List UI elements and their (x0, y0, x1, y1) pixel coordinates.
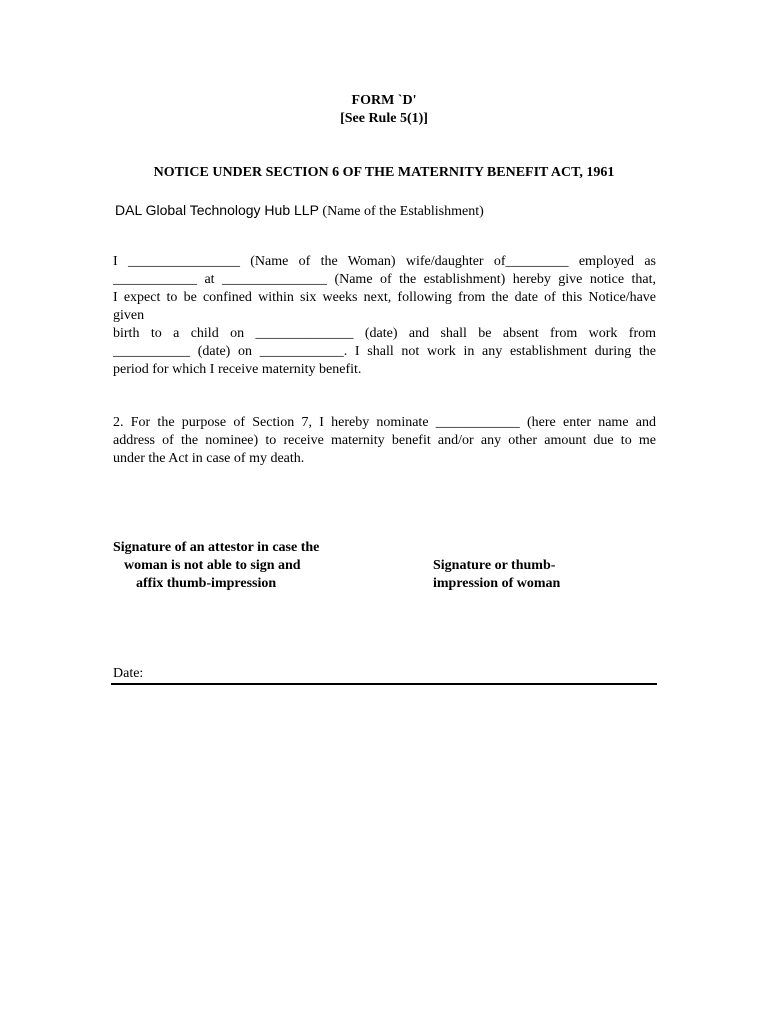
form-title: FORM `D' (351, 93, 417, 108)
notice-line-2: ____________ at _______________ (Name of the establishment) hereby give notice that, (113, 272, 656, 287)
notice-heading: NOTICE UNDER SECTION 6 OF THE MATERNITY BENEFIT ACT, 1961 (153, 165, 615, 180)
establishment-line (115, 201, 484, 221)
attestor-signature-line-3: affix thumb-impression (136, 576, 277, 591)
notice-line-6: ___________ (date) on ____________. I shall not work in any establishment during the (113, 344, 656, 359)
date-label: Date: (113, 666, 144, 681)
attestor-signature-block (113, 539, 319, 593)
notice-line-5: birth to a child on ______________ (date) and shall be absent from work from (113, 326, 656, 341)
woman-signature-block (433, 557, 560, 593)
date-underline (111, 683, 657, 685)
rule-reference: [See Rule 5(1)] (340, 111, 428, 126)
nomination-line-2: address of the nominee) to receive maternity benefit and/or any other amount due to me (113, 433, 656, 448)
notice-paragraph (113, 253, 656, 379)
attestor-signature-line-2: woman is not able to sign and (124, 558, 301, 573)
nomination-paragraph (113, 414, 656, 468)
attestor-signature-line-1: Signature of an attestor in case the (113, 540, 320, 555)
notice-line-7: period for which I receive maternity benefit. (113, 362, 362, 377)
notice-line-3: I expect to be confined within six weeks next, following from the date of this Notice/have (113, 290, 656, 305)
notice-line-1: I ________________ (Name of the Woman) wife/daughter of_________ employed as (113, 254, 656, 269)
woman-signature-line-2: impression of woman (433, 576, 561, 591)
nomination-line-3: under the Act in case of my death. (113, 451, 305, 466)
notice-line-4: given (113, 308, 145, 323)
nomination-line-1: 2. For the purpose of Section 7, I hereby nominate ____________ (here enter name and (113, 415, 656, 430)
establishment-name: DAL Global Technology Hub LLP (115, 202, 319, 218)
woman-signature-line-1: Signature or thumb- (433, 558, 556, 573)
establishment-suffix: (Name of the Establishment) (318, 204, 484, 219)
form-title-block (0, 92, 768, 128)
